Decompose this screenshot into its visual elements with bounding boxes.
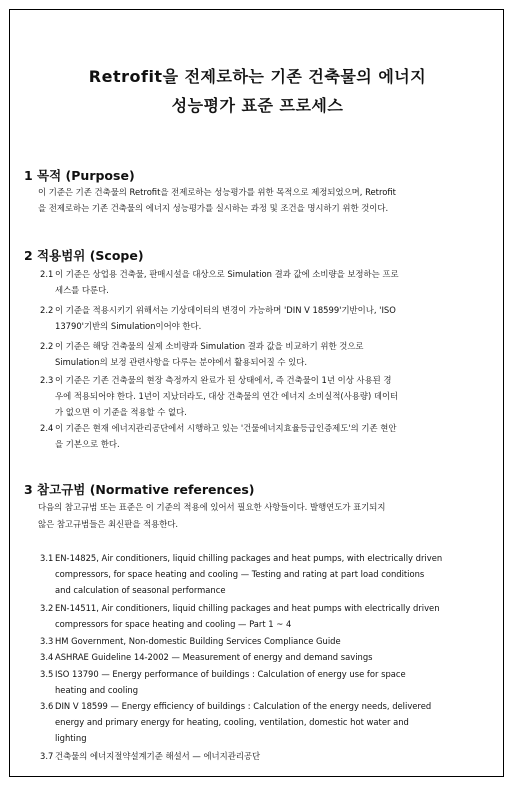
item-text: heating and cooling — [55, 685, 139, 695]
doc-title-line-2: 성능평가 표준 프로세스 — [171, 96, 344, 115]
section-1-heading: 1 목적 (Purpose) — [24, 168, 135, 183]
item-number: 3.6 — [40, 701, 54, 711]
item-text: 이 기준은 기존 건축물의 현장 측정까지 완료가 된 상태에서, 즉 건축물이 1년 이상 사용된 경 — [55, 375, 392, 385]
item-text: DIN V 18599 — Energy efficiency of buildings : Calculation of the energy needs, delivered — [55, 701, 432, 711]
item-text: ASHRAE Guideline 14-2002 — Measurement of energy and demand savings — [55, 652, 373, 662]
item-number: 3.3 — [40, 636, 54, 646]
item-number: 3.1 — [40, 553, 54, 563]
item-text: EN-14511, Air conditioners, liquid chilling packages and heat pumps with electrically driven — [55, 603, 440, 613]
section-1-line: 을 전제로하는 기존 건축물의 에너지 성능평가를 실시하는 과정 및 조건을 명시하기 위한 것이다. — [38, 203, 389, 213]
item-text: EN-14825, Air conditioners, liquid chilling packages and heat pumps, with electrically driven — [55, 553, 443, 563]
item-text: compressors for space heating and cooling — Part 1 ~ 4 — [55, 619, 292, 629]
section-3-heading: 3 참고규범 (Normative references) — [24, 482, 255, 497]
item-number: 3.7 — [40, 751, 54, 761]
item-text: compressors, for space heating and cooling — Testing and rating at part load conditions — [55, 569, 425, 579]
item-text: 이 기준을 적용시키기 위해서는 기상데이터의 변경이 가능하며 'DIN V 18599'기반이나, 'ISO — [55, 305, 396, 315]
item-text: HM Government, Non-domestic Building Services Compliance Guide — [55, 636, 341, 646]
item-text: 가 없으면 이 기준을 적용할 수 없다. — [55, 407, 187, 417]
item-text: 을 기본으로 한다. — [55, 439, 120, 449]
section-3-intro-line: 다음의 참고규범 또는 표준은 이 기준의 적용에 있어서 필요한 사항들이다. 발행연도가 표기되지 — [38, 502, 386, 512]
section-3-intro-line: 않은 참고규범들은 최신판을 적용한다. — [38, 519, 179, 529]
item-text: 세스를 다룬다. — [55, 285, 109, 295]
doc-title-line-1: Retrofit을 전제로하는 기존 건축물의 에너지 — [88, 67, 427, 86]
item-number: 3.2 — [40, 603, 54, 613]
item-text: energy and primary energy for heating, cooling, ventilation, domestic hot water and — [55, 717, 409, 727]
item-number: 3.5 — [40, 669, 54, 679]
item-text: 13790'기반의 Simulation이어야 한다. — [55, 321, 202, 331]
item-number: 2.1 — [40, 269, 54, 279]
item-text: Simulation의 보정 관련사항을 다루는 분야에서 활용되어질 수 있다. — [55, 357, 307, 367]
section-1-line: 이 기준은 기존 건축물의 Retrofit을 전제로하는 성능평가를 위한 목적으로 제정되었으며, Retrofit — [38, 187, 396, 197]
item-text: 이 기준은 현재 에너지관리공단에서 시행하고 있는 '건물에너지효율등급인증제도'의 기존 현안 — [55, 423, 397, 433]
item-text: ISO 13790 — Energy performance of buildings : Calculation of energy use for space — [55, 669, 406, 679]
item-text: 이 기준은 해당 건축물의 실제 소비량과 Simulation 결과 값을 비교하기 위한 것으로 — [55, 341, 364, 351]
section-2-heading: 2 적용범위 (Scope) — [24, 248, 144, 263]
item-text: 우에 적용되어야 한다. 1년이 지났더라도, 대상 건축물의 연간 에너지 소비실적(사용량) 데이터 — [55, 391, 399, 401]
item-text: 이 기준은 상업용 건축물, 판매시설을 대상으로 Simulation 결과 값에 소비량을 보정하는 프로 — [55, 269, 399, 279]
item-text: lighting — [55, 733, 87, 743]
item-text: and calculation of seasonal performance — [55, 585, 226, 595]
item-number: 2.2 — [40, 341, 54, 351]
item-number: 2.2 — [40, 305, 54, 315]
item-number: 2.3 — [40, 375, 54, 385]
item-number: 2.4 — [40, 423, 54, 433]
item-number: 3.4 — [40, 652, 54, 662]
item-text: 건축물의 에너지절약설계기준 해설서 — 에너지관리공단 — [55, 751, 261, 761]
